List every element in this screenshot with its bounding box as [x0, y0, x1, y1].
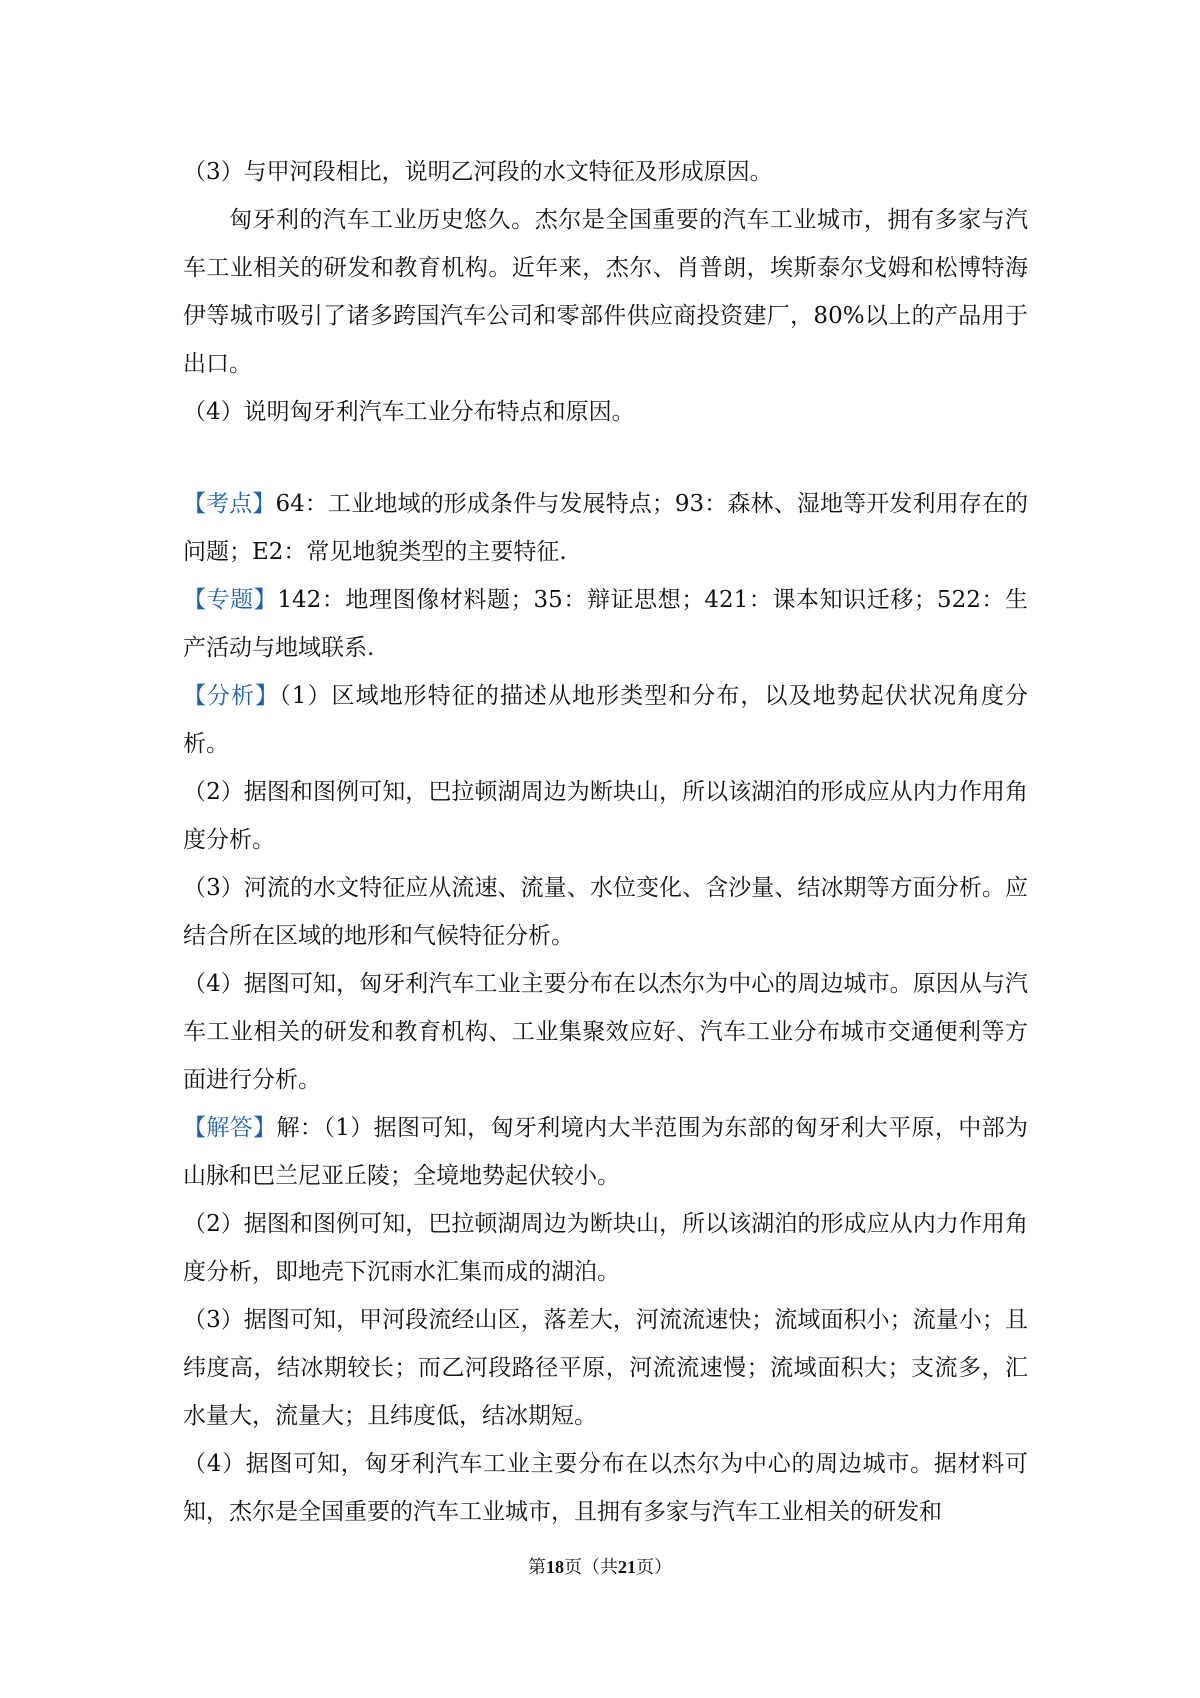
section-gap: [183, 436, 1028, 480]
footer-prefix: 第: [528, 1557, 546, 1578]
footer-suffix: 页）: [636, 1557, 672, 1578]
jieda-tag: 【解答】: [183, 1115, 277, 1141]
question-4: （4）说明匈牙利汽车工业分布特点和原因。: [183, 399, 635, 425]
fenxi-p2: （2）据图和图例可知，巴拉顿湖周边为断块山，所以该湖泊的形成应从内力作用角度分析。: [183, 779, 1028, 853]
fenxi-p4: （4）据图可知，匈牙利汽车工业主要分布在以杰尔为中心的周边城市。原因从与汽车工业相关的研发和教育机构、工业集聚效应好、汽车工业分布城市交通便利等方面进行分析。: [183, 971, 1028, 1093]
fenxi-p1: （1）区域地形特征的描述从地形类型和分布，以及地势起伏状况角度分析。: [183, 683, 1028, 757]
fenxi-p3: （3）河流的水文特征应从流速、流量、水位变化、含沙量、结冰期等方面分析。应结合所在区域的地形和气候特征分析。: [183, 875, 1028, 949]
footer-page-number: 18: [546, 1557, 564, 1577]
page-content: [183, 148, 1028, 1536]
jieda-p2: （2）据图和图例可知，巴拉顿湖周边为断块山，所以该湖泊的形成应从内力作用角度分析，即地壳下沉雨水汇集而成的湖泊。: [183, 1211, 1028, 1285]
zhuanti-tag: 【专题】: [183, 587, 278, 613]
footer-middle: 页（共: [564, 1557, 618, 1578]
zhuanti-text: 142：地理图像材料题；35：辩证思想；421：课本知识迁移；522：生产活动与地域联系.: [183, 587, 1029, 661]
kaodian-section: [183, 480, 1028, 576]
fenxi-tag: 【分析】: [183, 683, 280, 709]
jieda-p3: （3）据图可知，甲河段流经山区，落差大，河流流速快；流域面积小；流量小；且纬度高，结冰期较长；而乙河段路径平原，河流流速慢；流域面积大；支流多，汇水量大，流量大；且纬度低，结冰期短。: [183, 1307, 1028, 1429]
jieda-p4: （4）据图可知，匈牙利汽车工业主要分布在以杰尔为中心的周边城市。据材料可知，杰尔是全国重要的汽车工业城市，且拥有多家与汽车工业相关的研发和: [183, 1451, 1028, 1525]
material-paragraph: 匈牙利的汽车工业历史悠久。杰尔是全国重要的汽车工业城市，拥有多家与汽车工业相关的研发和教育机构。近年来，杰尔、肖普朗，埃斯泰尔戈姆和松博特海伊等城市吸引了诸多跨国汽车公司和零部件供应商投资建厂，80%以上的产品用于出口。: [183, 207, 1028, 377]
question-3: （3）与甲河段相比，说明乙河段的水文特征及形成原因。: [183, 159, 773, 185]
footer-total-pages: 21: [618, 1557, 636, 1577]
kaodian-text: 64：工业地域的形成条件与发展特点；93：森林、湿地等开发利用存在的问题；E2：常见地貌类型的主要特征.: [183, 491, 1028, 565]
jieda-p1: 解：（1）据图可知，匈牙利境内大半范围为东部的匈牙利大平原，中部为山脉和巴兰尼亚丘陵；全境地势起伏较小。: [183, 1115, 1028, 1189]
page-footer: [0, 1555, 1200, 1580]
zhuanti-section: [183, 576, 1028, 672]
fenxi-section: [183, 672, 1028, 768]
kaodian-tag: 【考点】: [183, 491, 276, 517]
jieda-section: [183, 1104, 1028, 1200]
